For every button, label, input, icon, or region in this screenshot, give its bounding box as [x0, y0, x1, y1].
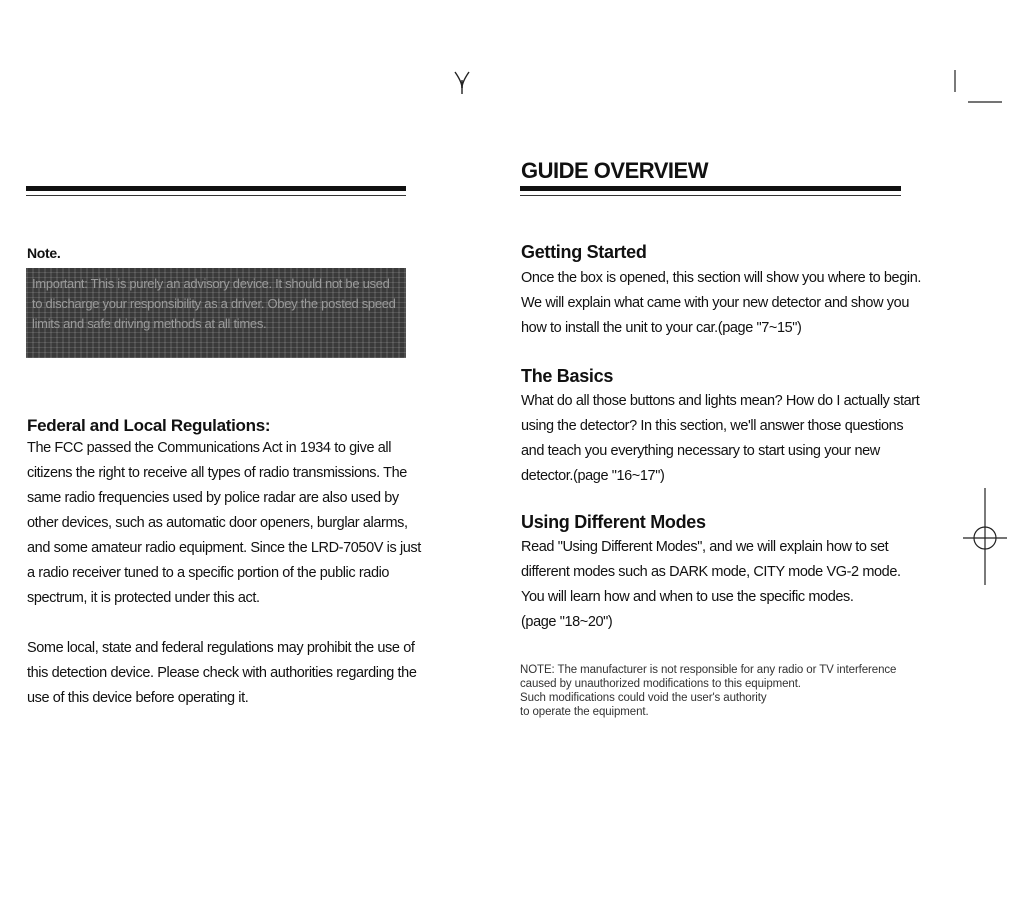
- modes-title: Using Different Modes: [521, 512, 706, 532]
- section-line: You will learn how and when to use the specific modes.: [521, 589, 854, 605]
- modes-paragraph: [521, 535, 941, 635]
- left-top-rule-thick: [26, 186, 406, 191]
- basics-title: The Basics: [521, 366, 614, 386]
- local-line: this detection device. Please check with authorities regarding the: [27, 665, 417, 681]
- note-label: Note.: [27, 245, 61, 261]
- registration-mark-icon: [963, 488, 1007, 585]
- regs-line: and some amateur radio equipment. Since the LRD-7050V is just: [27, 540, 421, 556]
- section-line: Read "Using Different Modes", and we will explain how to set: [521, 539, 889, 555]
- right-top-rule-thin: [520, 195, 901, 196]
- footnote-line: NOTE: The manufacturer is not responsible for any radio or TV interference: [520, 664, 897, 676]
- top-center-mark-icon: [455, 72, 469, 94]
- footnote-line: to operate the equipment.: [520, 706, 649, 718]
- regs-paragraph: [27, 436, 427, 611]
- section-line: different modes such as DARK mode, CITY mode VG-2 mode.: [521, 564, 901, 580]
- basics-paragraph: [521, 389, 941, 489]
- right-top-rule-thick: [520, 186, 901, 191]
- regs-line: same radio frequencies used by police radar are also used by: [27, 490, 399, 506]
- local-regs-paragraph: [27, 636, 427, 711]
- getting-started-paragraph: [521, 266, 941, 341]
- guide-title: GUIDE OVERVIEW: [521, 158, 708, 183]
- section-line: how to install the unit to your car.(page "7~15"): [521, 320, 802, 336]
- regs-line: spectrum, it is protected under this act.: [27, 590, 260, 606]
- section-line: and teach you everything necessary to start using your new: [521, 443, 880, 459]
- regs-line: other devices, such as automatic door openers, burglar alarms,: [27, 515, 408, 531]
- regs-title: Federal and Local Regulations:: [27, 416, 271, 435]
- regs-line: citizens the right to receive all types of radio transmissions. The: [27, 465, 407, 481]
- getting-started-title: Getting Started: [521, 242, 647, 262]
- note-box-text: Important: This is purely an advisory device. It should not be used to discharge your responsibility as a driver. Obey the posted speed limits and safe driving methods at all times.: [32, 276, 396, 331]
- regs-line: a radio receiver tuned to a specific portion of the public radio: [27, 565, 390, 581]
- section-line: We will explain what came with your new detector and show you: [521, 295, 909, 311]
- footnote-line: Such modifications could void the user's authority: [520, 692, 767, 704]
- section-line: detector.(page "16~17"): [521, 468, 665, 484]
- section-line: using the detector? In this section, we'll answer those questions: [521, 418, 904, 434]
- note-box: [26, 268, 406, 358]
- footnote-line: caused by unauthorized modifications to this equipment.: [520, 678, 801, 690]
- section-line: (page "18~20"): [521, 614, 613, 630]
- local-line: use of this device before operating it.: [27, 690, 249, 706]
- section-line: What do all those buttons and lights mean? How do I actually start: [521, 393, 920, 409]
- crop-mark-top-right-icon: [955, 70, 1002, 102]
- section-line: Once the box is opened, this section will show you where to begin.: [521, 270, 921, 286]
- fcc-footnote: [520, 663, 960, 719]
- local-line: Some local, state and federal regulations may prohibit the use of: [27, 640, 415, 656]
- regs-line: The FCC passed the Communications Act in 1934 to give all: [27, 440, 392, 456]
- left-top-rule-thin: [26, 195, 406, 196]
